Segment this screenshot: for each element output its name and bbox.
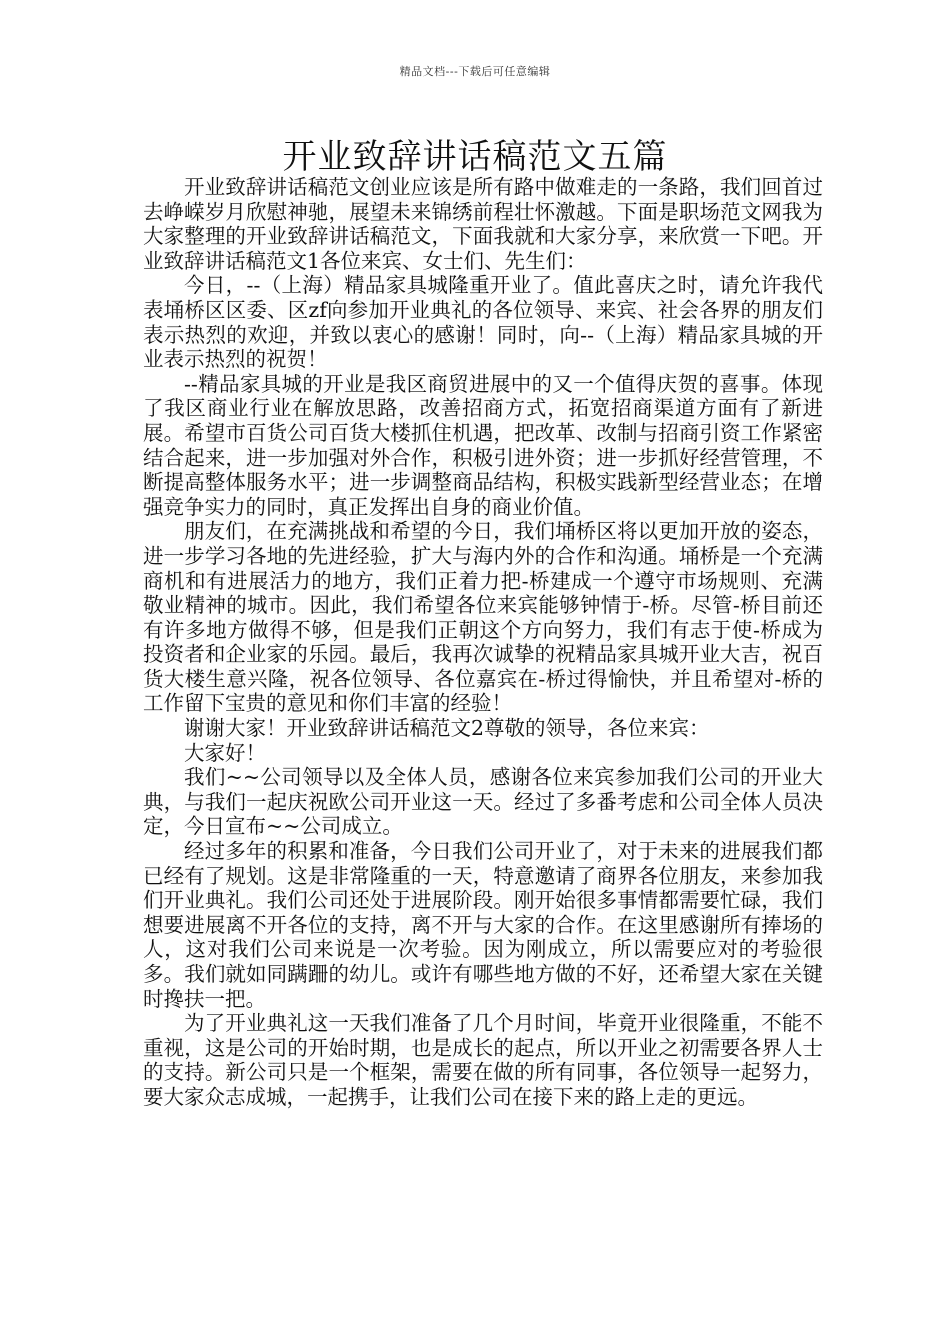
paragraph: 经过多年的积累和准备，今日我们公司开业了，对于未来的进展我们都已经有了规划。这是非常隆重的一天，特意邀请了商界各位朋友，来参加我们开业典礼。我们公司还处于进展阶段。刚开始很多事情都需要忙碌，我们想要进展离不开各位的支持，离不开与大家的合作。在这里感谢所有捧场的人，这对我们公司来说是一次考验。因为刚成立，所以需要应对的考验很多。我们就如同蹒跚的幼儿。或许有哪些地方做的不好，还希望大家在关键时搀扶一把。 <box>143 839 823 1011</box>
paragraph: 谢谢大家！开业致辞讲话稿范文2尊敬的领导，各位来宾： <box>184 716 710 741</box>
paragraph: 今日，--（上海）精品家具城隆重开业了。值此喜庆之时，请允许我代表埇桥区区委、区zf向参加开业典礼的各位领导、来宾、社会各界的朋友们表示热烈的欢迎，并致以衷心的感谢！同时，向--（上海）精品家具城的开业表示热烈的祝贺！ <box>143 273 823 372</box>
paragraph: 开业致辞讲话稿范文创业应该是所有路中做难走的一条路，我们回首过去峥嵘岁月欣慰神驰，展望未来锦绣前程壮怀激越。下面是职场范文网我为大家整理的开业致辞讲话稿范文，下面我就和大家分享，来欣赏一下吧。开业致辞讲话稿范文1各位来宾、女士们、先生们： <box>143 175 823 273</box>
document-title: 开业致辞讲话稿范文五篇 <box>282 137 668 177</box>
paragraph: 朋友们，在充满挑战和希望的今日，我们埇桥区将以更加开放的姿态，进一步学习各地的先进经验，扩大与海内外的合作和沟通。埇桥是一个充满商机和有进展活力的地方，我们正着力把-桥建成一个遵守市场规则、充满敬业精神的城市。因此，我们希望各位来宾能够钟情于-桥。尽管-桥目前还有许多地方做得不够，但是我们正朝这个方向努力，我们有志于使-桥成为投资者和企业家的乐园。最后，我再次诚挚的祝精品家具城开业大吉，祝百货大楼生意兴隆，祝各位领导、各位嘉宾在-桥过得愉快，并且希望对-桥的工作留下宝贵的意见和你们丰富的经验！ <box>143 519 823 716</box>
header-note: 精品文档---下载后可任意编辑 <box>399 65 551 78</box>
paragraph: 我们~~公司领导以及全体人员，感谢各位来宾参加我们公司的开业大典，与我们一起庆祝欧公司开业这一天。经过了多番考虑和公司全体人员决定，今日宣布~~公司成立。 <box>143 765 823 839</box>
document-body <box>143 175 823 1110</box>
paragraph: --精品家具城的开业是我区商贸进展中的又一个值得庆贺的喜事。体现了我区商业行业在解放思路，改善招商方式，拓宽招商渠道方面有了新进展。希望市百货公司百货大楼抓住机遇，把改革、改制与招商引资工作紧密结合起来，进一步加强对外合作，积极引进外资；进一步抓好经营管理，不断提高整体服务水平；进一步调整商品结构，积极实践新型经营业态；在增强竞争实力的同时，真正发挥出自身的商业价值。 <box>143 371 823 519</box>
paragraph: 为了开业典礼这一天我们准备了几个月时间，毕竟开业很隆重，不能不重视，这是公司的开始时期，也是成长的起点，所以开业之初需要各界人士的支持。新公司只是一个框架，需要在做的所有同事，各位领导一起努力，要大家众志成城，一起携手，让我们公司在接下来的路上走的更远。 <box>143 1011 823 1109</box>
paragraph: 大家好！ <box>184 740 266 765</box>
